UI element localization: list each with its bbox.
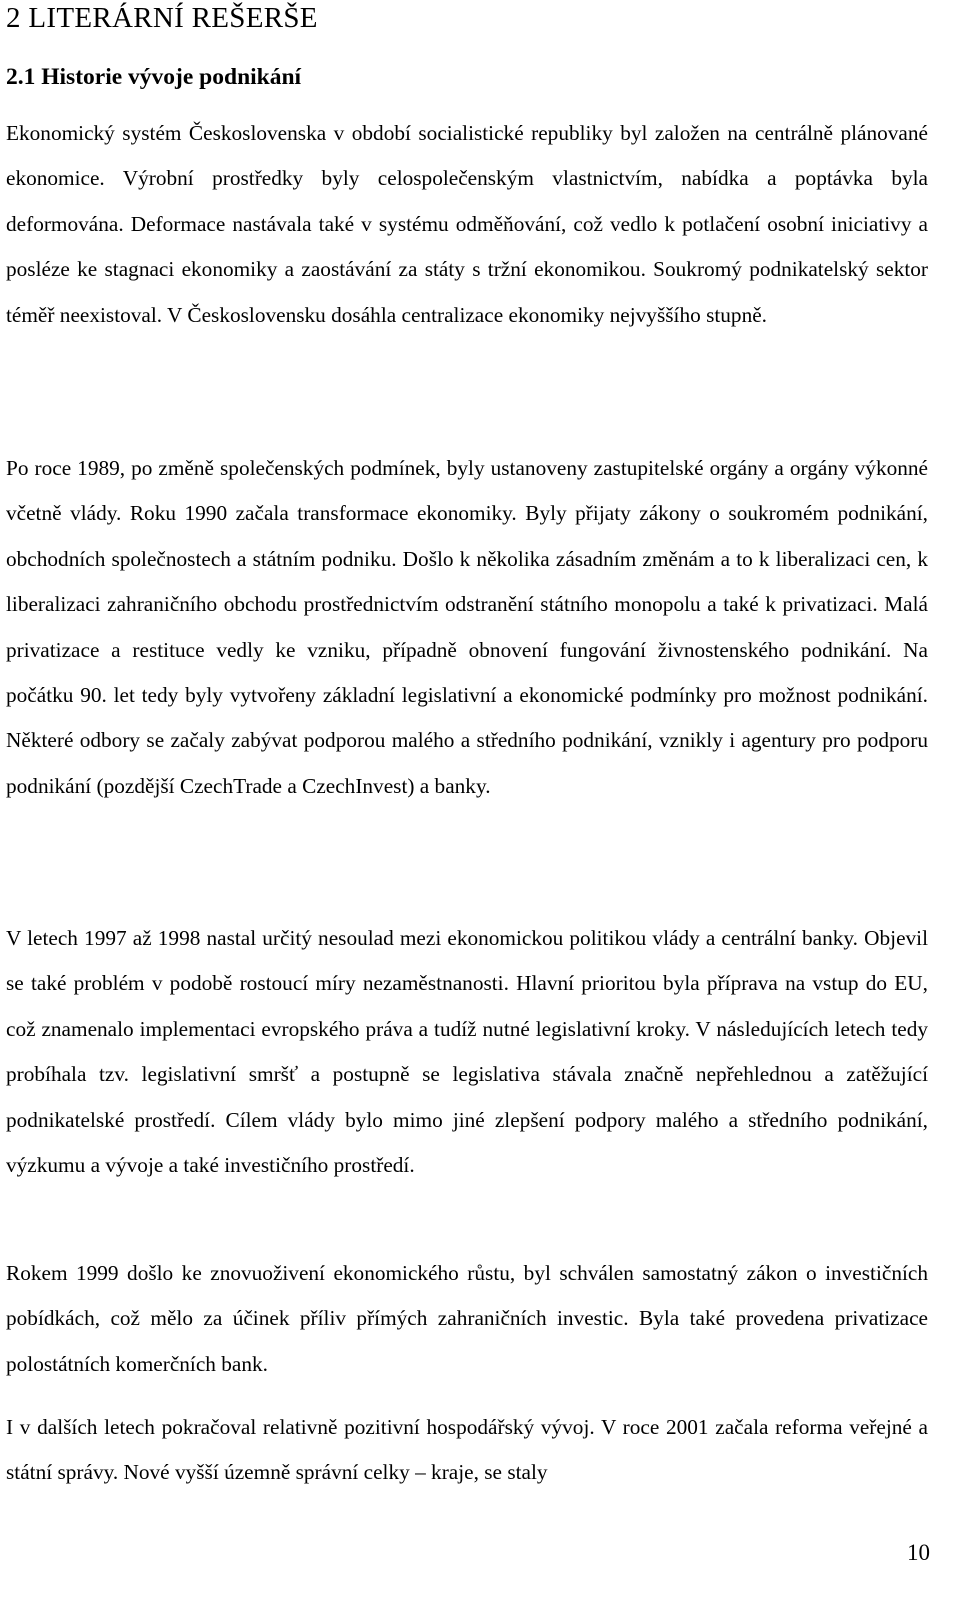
paragraph-2001-reform: I v dalších letech pokračoval relativně pozitivní hospodářský vývoj. V roce 2001 začala reforma veřejné a státní správy. Nové vyšší územně správní celky – kraje, se staly bbox=[6, 1415, 928, 1485]
paragraph-socialist-economy: Ekonomický systém Československa v období socialistické republiky byl založen na centrálně plánované ekonomice. Výrobní prostředky byly celospolečenským vlastnictvím, nabídka a poptávka byla deformována. Deformace nastávala také v systému odměňování, což vedlo k potlačení osobní iniciativy a posléze ke stagnaci ekonomiky a zaostávání za státy s tržní ekonomikou. Soukromý podnikatelský sektor téměř neexistoval. V Československu dosáhla centralizace ekonomiky nejvyššího stupně. bbox=[6, 121, 928, 327]
paragraph-1997-1998: V letech 1997 až 1998 nastal určitý nesoulad mezi ekonomickou politikou vlády a centrální banky. Objevil se také problém v podobě rostoucí míry nezaměstnanosti. Hlavní prioritou byla příprava na vstup do EU, což znamenalo implementaci evropského práva a tudíž nutné legislativní kroky. V následujících letech tedy probíhala tzv. legislativní smršť a postupně se legislativa stávala značně nepřehlednou a zatěžující podnikatelské prostředí. Cílem vlády bylo mimo jiné zlepšení podpory malého a středního podnikání, výzkumu a vývoje a také investičního prostředí. bbox=[6, 926, 928, 1178]
paragraph-post-1989-transformation: Po roce 1989, po změně společenských podmínek, byly ustanoveny zastupitelské orgány a orgány výkonné včetně vlády. Roku 1990 začala transformace ekonomiky. Byly přijaty zákony o soukromém podnikání, obchodních společnostech a státním podniku. Došlo k několika zásadním změnám a to k liberalizaci cen, k liberalizaci zahraničního obchodu prostřednictvím odstranění státního monopolu a také k privatizaci. Malá privatizace a restituce vedly ke vzniku, případně obnovení fungování živnostenského podnikání. Na počátku 90. let tedy byly vytvořeny základní legislativní a ekonomické podmínky pro možnost podnikání. Některé odbory se začaly zabývat podporou malého a středního podnikání, vznikly i agentury pro podporu podnikání (pozdější CzechTrade a CzechInvest) a banky. bbox=[6, 456, 928, 798]
section-heading: 2.1 Historie vývoje podnikání bbox=[6, 64, 302, 90]
paragraph-1999-growth: Rokem 1999 došlo ke znovuoživení ekonomického růstu, byl schválen samostatný zákon o investičních pobídkách, což mělo za účinek příliv přímých zahraničních investic. Byla také provedena privatizace polostátních komerčních bank. bbox=[6, 1261, 928, 1376]
page-number: 10 bbox=[907, 1540, 930, 1565]
chapter-heading: 2 LITERÁRNÍ REŠERŠE bbox=[6, 2, 318, 34]
